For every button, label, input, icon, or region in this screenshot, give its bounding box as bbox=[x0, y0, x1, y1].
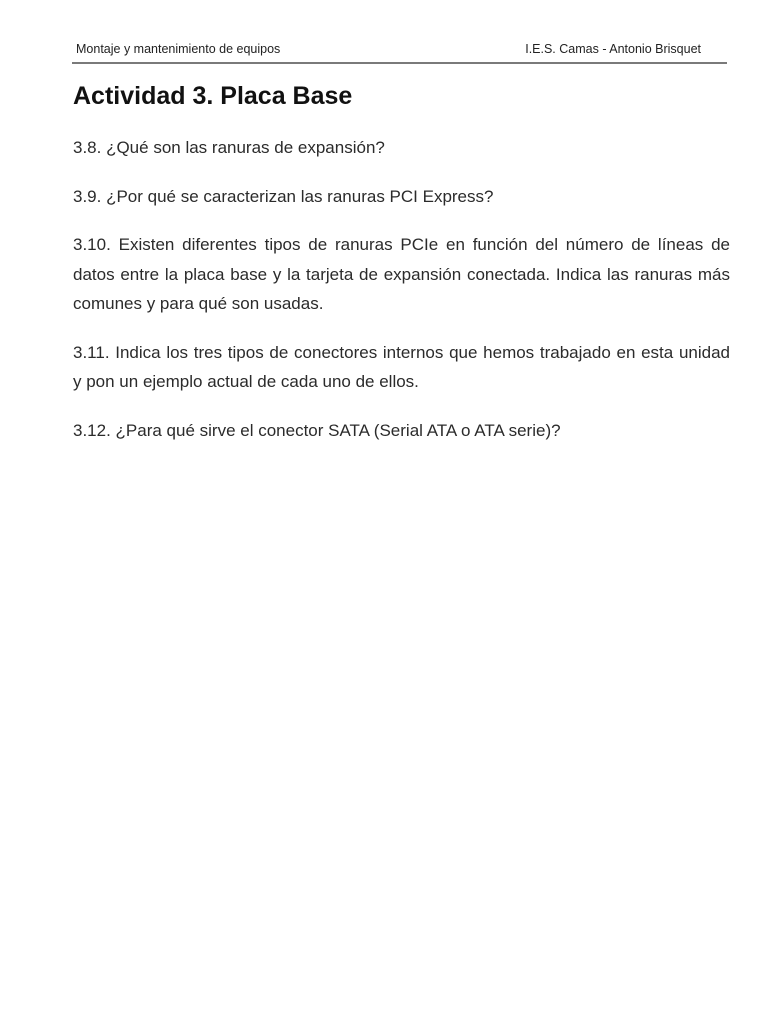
header-school-author: I.E.S. Camas - Antonio Brisquet bbox=[525, 42, 701, 56]
question-3-9: 3.9. ¿Por qué se caracterizan las ranuras PCI Express? bbox=[73, 186, 494, 206]
question-3-8: 3.8. ¿Qué son las ranuras de expansión? bbox=[73, 138, 385, 157]
question-3-10: 3.10. Existen diferentes tipos de ranuras PCIe en función del número de líneas de datos entre la placa base y la tarjeta de expansión conectada. Indica las ranuras más comunes y para qué son usadas. bbox=[73, 235, 730, 313]
header-divider bbox=[72, 62, 727, 64]
question-3-12: 3.12. ¿Para qué sirve el conector SATA (Serial ATA o ATA serie)? bbox=[73, 420, 561, 440]
activity-title: Actividad 3. Placa Base bbox=[73, 82, 353, 110]
question-list bbox=[73, 133, 730, 464]
header-course-name: Montaje y mantenimiento de equipos bbox=[76, 42, 281, 56]
page-header bbox=[76, 42, 701, 60]
question-3-11: 3.11. Indica los tres tipos de conectores internos que hemos trabajado en esta unidad y pon un ejemplo actual de cada uno de ellos. bbox=[73, 342, 730, 391]
